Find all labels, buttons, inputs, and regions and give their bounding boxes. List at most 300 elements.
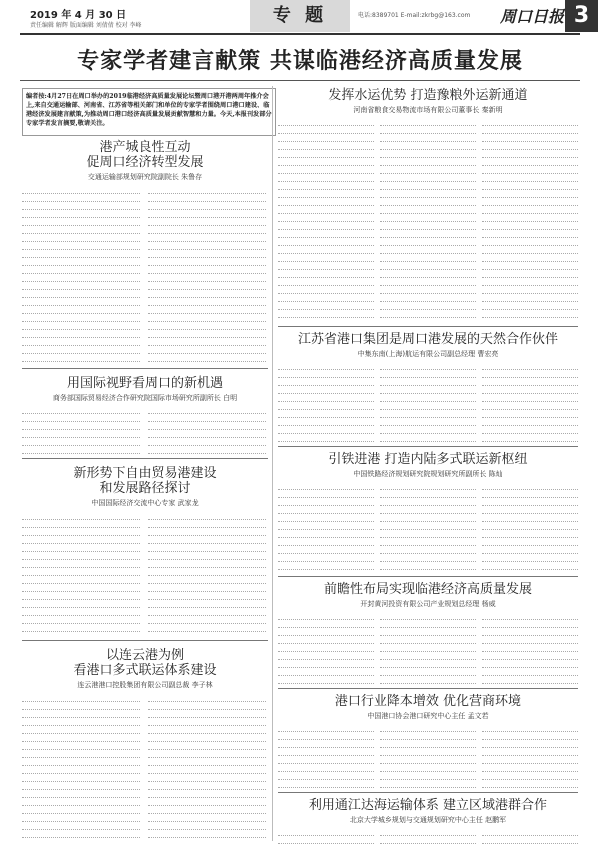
text-line <box>380 732 476 740</box>
text-line <box>482 214 578 222</box>
text-line <box>482 150 578 158</box>
text-line <box>380 150 476 158</box>
text-line <box>380 190 476 198</box>
text-line <box>148 710 266 718</box>
text-line <box>148 584 266 592</box>
text-line <box>380 628 476 636</box>
page-number: 3 <box>565 0 598 32</box>
text-line <box>22 624 140 632</box>
text-line <box>148 202 266 210</box>
article-heading <box>278 582 578 609</box>
text-line <box>278 246 374 254</box>
contact-info: 电话:8389701 E-mail:zkrbg@163.com <box>358 12 471 19</box>
text-line <box>148 600 266 608</box>
text-line <box>22 552 140 560</box>
text-line <box>22 766 140 774</box>
text-line <box>278 780 374 788</box>
text-line <box>22 314 140 322</box>
text-line <box>278 174 374 182</box>
text-line <box>380 748 476 756</box>
text-line <box>380 198 476 206</box>
text-line <box>482 562 578 570</box>
text-line <box>148 734 266 742</box>
text-line <box>22 608 140 616</box>
text-line <box>278 402 374 410</box>
text-line <box>482 740 578 748</box>
text-line <box>380 506 476 514</box>
text-line <box>22 830 140 838</box>
article-body-placeholder <box>482 828 578 844</box>
text-line <box>380 206 476 214</box>
text-line <box>148 608 266 616</box>
text-line <box>482 764 578 772</box>
text-line <box>278 278 374 286</box>
article-body-placeholder <box>278 118 374 324</box>
text-line <box>22 710 140 718</box>
text-line <box>482 780 578 788</box>
text-line <box>148 718 266 726</box>
text-line <box>148 298 266 306</box>
text-line <box>148 806 266 814</box>
text-line <box>22 520 140 528</box>
article-author: 连云港港口控股集团有限公司副总裁 李子林 <box>77 681 213 689</box>
text-line <box>380 836 476 844</box>
text-line <box>482 126 578 134</box>
text-line <box>380 370 476 378</box>
article-body-placeholder <box>482 362 578 444</box>
text-line <box>380 546 476 554</box>
text-line <box>148 814 266 822</box>
text-line <box>380 418 476 426</box>
text-line <box>482 166 578 174</box>
text-line <box>380 482 476 490</box>
article-title: 港产城良性互动 促周口经济转型发展 <box>86 140 204 170</box>
text-line <box>148 552 266 560</box>
text-line <box>482 514 578 522</box>
text-line <box>482 490 578 498</box>
text-line <box>22 734 140 742</box>
text-line <box>148 446 266 454</box>
text-line <box>148 822 266 830</box>
article-title: 引铁进港 打造内陆多式联运新枢纽 <box>328 452 528 467</box>
text-line <box>482 386 578 394</box>
text-line <box>278 230 374 238</box>
text-line <box>380 270 476 278</box>
article-body-placeholder <box>278 724 374 790</box>
text-line <box>380 612 476 620</box>
text-line <box>22 250 140 258</box>
text-line <box>22 694 140 702</box>
text-line <box>482 530 578 538</box>
text-line <box>278 270 374 278</box>
text-line <box>22 528 140 536</box>
text-line <box>482 174 578 182</box>
text-line <box>482 418 578 426</box>
article-author: 中国港口协会港口研究中心主任 孟文若 <box>367 712 489 720</box>
article-body-placeholder <box>380 724 476 790</box>
text-line <box>278 286 374 294</box>
text-line <box>482 836 578 844</box>
text-line <box>380 522 476 530</box>
text-line <box>380 238 476 246</box>
text-line <box>380 158 476 166</box>
text-line <box>380 426 476 434</box>
text-line <box>278 740 374 748</box>
text-line <box>482 732 578 740</box>
text-line <box>148 406 266 414</box>
text-line <box>380 660 476 668</box>
text-line <box>22 258 140 266</box>
text-line <box>482 652 578 660</box>
text-line <box>148 790 266 798</box>
article-body-placeholder <box>278 482 374 574</box>
text-line <box>380 410 476 418</box>
text-line <box>380 514 476 522</box>
text-line <box>278 166 374 174</box>
text-line <box>482 158 578 166</box>
article-title: 港口行业降本增效 优化营商环境 <box>334 694 522 709</box>
text-line <box>278 134 374 142</box>
text-line <box>148 758 266 766</box>
text-line <box>22 202 140 210</box>
text-line <box>22 798 140 806</box>
text-line <box>482 636 578 644</box>
text-line <box>482 522 578 530</box>
text-line <box>22 438 140 446</box>
article-divider <box>22 458 268 459</box>
text-line <box>380 222 476 230</box>
text-line <box>148 226 266 234</box>
article-divider <box>278 446 578 447</box>
text-line <box>482 828 578 836</box>
text-line <box>278 490 374 498</box>
text-line <box>148 330 266 338</box>
text-line <box>380 378 476 386</box>
text-line <box>22 194 140 202</box>
text-line <box>148 544 266 552</box>
text-line <box>482 246 578 254</box>
text-line <box>482 294 578 302</box>
text-line <box>148 592 266 600</box>
text-line <box>278 206 374 214</box>
text-line <box>22 822 140 830</box>
text-line <box>278 190 374 198</box>
text-line <box>482 254 578 262</box>
text-line <box>22 430 140 438</box>
text-line <box>148 742 266 750</box>
text-line <box>148 576 266 584</box>
text-line <box>380 214 476 222</box>
text-line <box>380 302 476 310</box>
article-author: 交通运输部规划研究院副院长 朱鲁存 <box>87 173 203 181</box>
text-line <box>380 394 476 402</box>
article-author: 中国铁路经济规划研究院规划研究所副所长 陈灿 <box>353 470 503 478</box>
text-line <box>482 772 578 780</box>
text-line <box>148 322 266 330</box>
text-line <box>148 306 266 314</box>
text-line <box>278 764 374 772</box>
text-line <box>380 230 476 238</box>
text-line <box>148 726 266 734</box>
text-line <box>380 142 476 150</box>
text-line <box>22 806 140 814</box>
text-line <box>482 362 578 370</box>
article-body-placeholder <box>22 694 140 840</box>
text-line <box>148 774 266 782</box>
text-line <box>482 394 578 402</box>
article-body-placeholder <box>482 724 578 790</box>
text-line <box>22 298 140 306</box>
text-line <box>148 830 266 838</box>
text-line <box>278 554 374 562</box>
article-body-placeholder <box>148 694 266 840</box>
text-line <box>22 742 140 750</box>
text-line <box>278 772 374 780</box>
text-line <box>148 234 266 242</box>
text-line <box>380 118 476 126</box>
article-body-placeholder <box>482 482 578 574</box>
article-body-placeholder <box>482 612 578 686</box>
article-body-placeholder <box>22 186 140 364</box>
text-line <box>380 562 476 570</box>
article-heading <box>22 140 268 182</box>
text-line <box>22 814 140 822</box>
article-divider <box>278 792 578 793</box>
text-line <box>22 446 140 454</box>
text-line <box>148 414 266 422</box>
text-line <box>380 310 476 318</box>
article-heading <box>278 798 578 825</box>
text-line <box>380 668 476 676</box>
editor-note: 编者按:4月27日在周口举办的2019临港经济高质量发展论坛暨周口港开港两周年推介会上,来自交通运输部、河南省、江苏省等相关部门和单位的专家学者围绕周口港口建设、临港经济发展建言献策,为推动周口港口经济高质量发展贡献智慧和力量。今天,本报刊发部分专家学者发言摘要,敬请关注。 <box>22 88 276 136</box>
text-line <box>278 310 374 318</box>
text-line <box>22 406 140 414</box>
text-line <box>380 538 476 546</box>
text-line <box>380 294 476 302</box>
text-line <box>380 740 476 748</box>
text-line <box>22 536 140 544</box>
text-line <box>278 628 374 636</box>
text-line <box>380 676 476 684</box>
text-line <box>482 538 578 546</box>
text-line <box>380 620 476 628</box>
text-line <box>482 482 578 490</box>
article-body-placeholder <box>148 512 266 638</box>
article-title: 江苏省港口集团是周口港发展的天然合作伙伴 <box>297 332 558 347</box>
text-line <box>22 346 140 354</box>
text-line <box>278 262 374 270</box>
article-title: 发挥水运优势 打造豫粮外运新通道 <box>328 88 528 103</box>
text-line <box>148 438 266 446</box>
text-line <box>482 546 578 554</box>
article-body-placeholder <box>22 406 140 456</box>
text-line <box>380 402 476 410</box>
text-line <box>278 538 374 546</box>
text-line <box>148 750 266 758</box>
text-line <box>148 314 266 322</box>
article-heading <box>278 332 578 359</box>
text-line <box>22 790 140 798</box>
text-line <box>22 782 140 790</box>
text-line <box>148 798 266 806</box>
text-line <box>482 506 578 514</box>
text-line <box>278 238 374 246</box>
article-body-placeholder <box>278 362 374 444</box>
text-line <box>22 758 140 766</box>
text-line <box>22 330 140 338</box>
title-divider <box>20 80 580 81</box>
text-line <box>482 426 578 434</box>
text-line <box>22 290 140 298</box>
section-label: 专 题 <box>250 0 350 32</box>
text-line <box>380 756 476 764</box>
article-author: 商务部国际贸易经济合作研究院国际市场研究所副所长 白明 <box>52 394 238 402</box>
text-line <box>278 394 374 402</box>
text-line <box>22 234 140 242</box>
article-title: 以连云港为例 看港口多式联运体系建设 <box>73 648 217 678</box>
text-line <box>380 254 476 262</box>
article-body-placeholder <box>380 118 476 324</box>
article-body-placeholder <box>148 406 266 456</box>
article-heading <box>22 376 268 403</box>
text-line <box>380 530 476 538</box>
article-heading <box>278 694 578 721</box>
text-line <box>482 118 578 126</box>
article-heading <box>22 648 268 690</box>
text-line <box>278 118 374 126</box>
text-line <box>482 644 578 652</box>
text-line <box>482 620 578 628</box>
text-line <box>148 186 266 194</box>
text-line <box>278 748 374 756</box>
text-line <box>278 546 374 554</box>
article-body-placeholder <box>380 828 476 844</box>
text-line <box>278 222 374 230</box>
text-line <box>148 512 266 520</box>
text-line <box>380 636 476 644</box>
text-line <box>278 254 374 262</box>
text-line <box>380 724 476 732</box>
text-line <box>482 142 578 150</box>
text-line <box>278 836 374 844</box>
article-divider <box>22 368 268 369</box>
text-line <box>278 426 374 434</box>
text-line <box>22 750 140 758</box>
text-line <box>148 266 266 274</box>
text-line <box>278 214 374 222</box>
text-line <box>148 528 266 536</box>
text-line <box>278 386 374 394</box>
text-line <box>278 434 374 442</box>
text-line <box>482 628 578 636</box>
text-line <box>482 182 578 190</box>
text-line <box>380 182 476 190</box>
text-line <box>278 294 374 302</box>
text-line <box>278 660 374 668</box>
text-line <box>148 430 266 438</box>
text-line <box>148 354 266 362</box>
text-line <box>22 544 140 552</box>
text-line <box>22 210 140 218</box>
text-line <box>380 174 476 182</box>
text-line <box>278 370 374 378</box>
text-line <box>278 612 374 620</box>
text-line <box>482 410 578 418</box>
text-line <box>278 378 374 386</box>
text-line <box>278 410 374 418</box>
column-divider <box>272 86 273 841</box>
text-line <box>380 126 476 134</box>
text-line <box>380 286 476 294</box>
text-line <box>278 724 374 732</box>
article-heading <box>22 466 268 508</box>
text-line <box>278 620 374 628</box>
text-line <box>148 702 266 710</box>
text-line <box>148 258 266 266</box>
text-line <box>482 378 578 386</box>
text-line <box>482 660 578 668</box>
text-line <box>278 158 374 166</box>
article-heading <box>278 88 578 115</box>
text-line <box>22 226 140 234</box>
editor-credits: 责任编辑 解辉 版面编辑 刘倩倩 校对 李峰 <box>30 22 142 29</box>
text-line <box>278 198 374 206</box>
text-line <box>278 530 374 538</box>
text-line <box>22 568 140 576</box>
header-divider <box>20 33 580 35</box>
text-line <box>482 724 578 732</box>
text-line <box>278 732 374 740</box>
text-line <box>22 186 140 194</box>
article-title: 用国际视野看周口的新机遇 <box>66 376 223 391</box>
text-line <box>482 238 578 246</box>
article-divider <box>278 326 578 327</box>
text-line <box>22 600 140 608</box>
text-line <box>22 354 140 362</box>
article-author: 河南省粮食交易物流市场有限公司董事长 秦新明 <box>353 106 503 114</box>
text-line <box>22 584 140 592</box>
article-title: 前瞻性布局实现临港经济高质量发展 <box>323 582 532 597</box>
text-line <box>380 278 476 286</box>
text-line <box>278 302 374 310</box>
text-line <box>22 702 140 710</box>
text-line <box>380 166 476 174</box>
text-line <box>482 402 578 410</box>
text-line <box>482 206 578 214</box>
article-divider <box>278 688 578 689</box>
article-author: 北京大学城乡规划与交通规划研究中心主任 赵鹏军 <box>349 816 507 824</box>
article-divider <box>22 640 268 641</box>
article-author: 开封黄河投资有限公司产业规划总经理 杨威 <box>360 600 496 608</box>
text-line <box>380 362 476 370</box>
article-body-placeholder <box>380 612 476 686</box>
text-line <box>148 422 266 430</box>
text-line <box>482 262 578 270</box>
text-line <box>278 126 374 134</box>
text-line <box>148 290 266 298</box>
article-body-placeholder <box>278 612 374 686</box>
text-line <box>482 222 578 230</box>
text-line <box>482 434 578 442</box>
text-line <box>22 576 140 584</box>
text-line <box>278 828 374 836</box>
article-divider <box>278 576 578 577</box>
article-body-placeholder <box>380 482 476 574</box>
text-line <box>22 512 140 520</box>
text-line <box>22 338 140 346</box>
text-line <box>278 636 374 644</box>
text-line <box>22 422 140 430</box>
